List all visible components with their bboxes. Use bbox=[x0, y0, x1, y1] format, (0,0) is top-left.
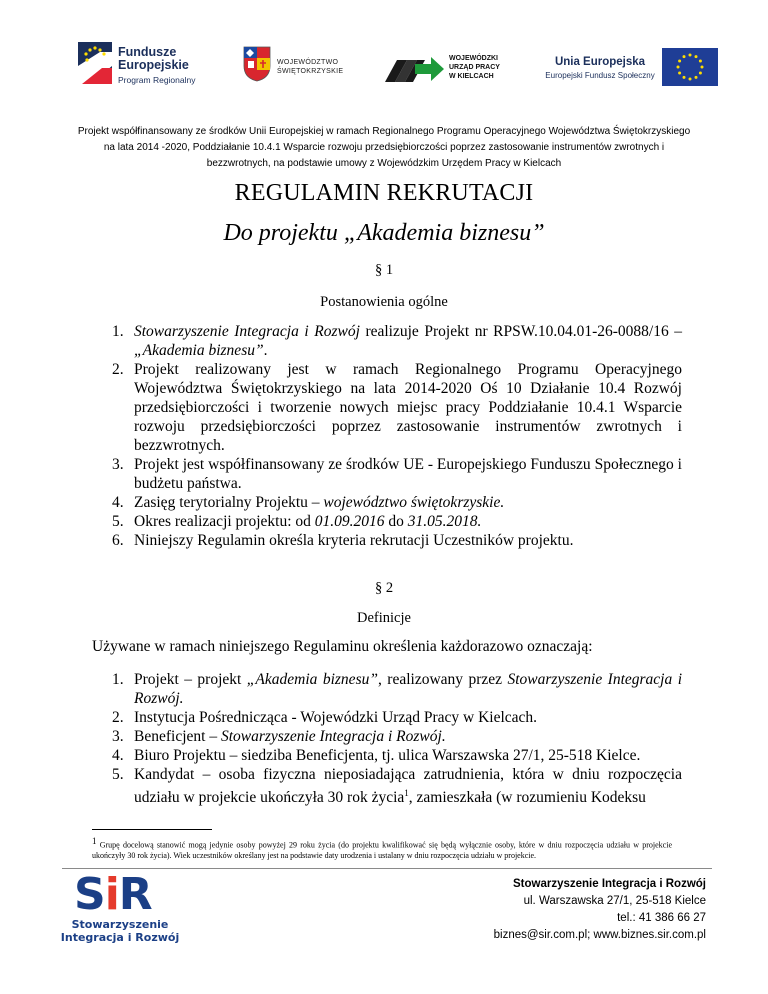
list-item: 2. Instytucja Pośrednicząca - Wojewódzki Urząd Pracy w Kielcach. bbox=[112, 709, 538, 726]
footnote-separator bbox=[92, 829, 212, 830]
section2-intro: Używane w ramach niniejszego Regulaminu określenia każdorazowo oznaczają: bbox=[92, 638, 593, 655]
ue-line1: Unia Europejska bbox=[554, 56, 646, 68]
wojewodztwo-swietokrzyskie-logo bbox=[243, 46, 373, 86]
footnote-mark: 1 bbox=[92, 836, 97, 846]
list-item: 2. Projekt realizowany jest w ramach Regionalnego Programu Operacyjnego Województwa Świętokrzyskiego na lata 2014-2020 Oś 10 Działanie 10.4 Rozwój przedsiębiorczości i tworzenie nowych miejsc pracy Poddziałanie 10.4.1 Wsparcie rozwoju przedsiębiorczości poprzez zastosowanie instrumentów zwrotnych i bezzwrotnych. bbox=[112, 361, 682, 454]
section2-heading: Definicje bbox=[357, 610, 411, 626]
footnote bbox=[92, 836, 672, 861]
sir-line2: Integracja i Rozwój bbox=[60, 931, 180, 944]
sw-line1: WOJEWÓDZTWO bbox=[277, 59, 339, 66]
section2-list bbox=[112, 670, 682, 807]
swietokrzyskie-coat-of-arms-icon bbox=[243, 46, 271, 82]
wup-arrow-icon bbox=[383, 52, 445, 84]
fundusze-europejskie-logo bbox=[78, 40, 228, 90]
section2-number: § 2 bbox=[374, 580, 394, 596]
ue-line2: Europejski Fundusz Społeczny bbox=[545, 71, 655, 80]
cofinancing-line2: na lata 2014 -2020, Poddziałanie 10.4.1 Wsparcie rozwoju przedsiębiorczości poprzez zastosowanie instrumentów zwrotnych i bbox=[103, 142, 665, 153]
section1-number: § 1 bbox=[374, 262, 394, 278]
list-item: 1. Projekt – projekt „Akademia biznesu”, realizowany przez Stowarzyszenie Integracja i Rozwój. bbox=[112, 671, 682, 707]
list-item: 1. Stowarzyszenie Integracja i Rozwój realizuje Projekt nr RPSW.10.04.01-26-0088/16 – „Akademia biznesu”. bbox=[112, 323, 682, 359]
unia-europejska-logo bbox=[530, 44, 710, 88]
contact-name: Stowarzyszenie Integracja i Rozwój bbox=[513, 878, 706, 890]
list-item: 4. Biuro Projektu – siedziba Beneficjenta, tj. ulica Warszawska 27/1, 25-518 Kielce. bbox=[112, 747, 641, 764]
list-item: 4. Zasięg terytorialny Projektu – województwo świętokrzyskie. bbox=[112, 494, 505, 511]
sir-line1: Stowarzyszenie bbox=[71, 918, 169, 931]
footer-separator bbox=[62, 868, 712, 869]
sw-line2: ŚWIĘTOKRZYSKIE bbox=[277, 68, 344, 75]
fe-line2: Europejskie bbox=[118, 58, 189, 72]
footnote-text: Grupę docelową stanowić mogą jedynie osoby powyżej 29 roku życia (do projektu kwalifikować się będą wyłącznie osoby, które w dniu rozpoczęcia udziału w projekcie ukończyły 30 rok życia). Wiek uczestników określany jest na podstawie daty urodzenia i ustalany w dniu rozpoczęcia udziału w projekcie. bbox=[92, 840, 672, 860]
sir-logo bbox=[60, 870, 220, 956]
footer-contact bbox=[440, 876, 706, 944]
section1-list bbox=[112, 322, 682, 550]
fe-flag-icon bbox=[78, 42, 112, 84]
list-item: 5. Kandydat – osoba fizyczna nieposiadająca zatrudnienia, która w dniu rozpoczęcia udziału w projekcie ukończyła 30 rok życia$^1$, zamieszkała (w rozumieniu Kodeksu bbox=[112, 766, 682, 807]
sir-wordmark: SiR bbox=[74, 869, 152, 920]
cofinancing-note bbox=[55, 124, 713, 172]
contact-address: ul. Warszawska 27/1, 25-518 Kielce bbox=[523, 895, 706, 907]
wup-line3: W KIELCACH bbox=[449, 73, 494, 80]
contact-web[interactable]: biznes@sir.com.pl; www.biznes.sir.com.pl bbox=[493, 929, 706, 941]
list-item: 5. Okres realizacji projektu: od 01.09.2016 do 31.05.2018. bbox=[112, 513, 482, 530]
section1-heading: Postanowienia ogólne bbox=[320, 294, 448, 310]
list-item: 3. Beneficjent – Stowarzyszenie Integracja i Rozwój. bbox=[112, 728, 446, 745]
cofinancing-line3: bezzwrotnych, na podstawie umowy z Wojewódzkim Urzędem Pracy w Kielcach bbox=[206, 158, 562, 169]
cofinancing-line1: Projekt współfinansowany ze środków Unii Europejskiej w ramach Regionalnego Programu Operacyjnego Województwa Świętokrzyskiego bbox=[77, 126, 691, 137]
contact-phone: tel.: 41 386 66 27 bbox=[617, 912, 706, 924]
eu-flag-icon bbox=[662, 48, 718, 86]
list-item: 3. Projekt jest współfinansowany ze środków UE - Europejskiego Funduszu Społecznego i budżetu państwa. bbox=[112, 456, 682, 492]
fe-line3: Program Regionalny bbox=[118, 75, 196, 85]
document-title: REGULAMIN REKRUTACJI bbox=[234, 180, 534, 206]
document-subtitle: Do projektu „Akademia biznesu” bbox=[223, 220, 545, 246]
wup-kielce-logo bbox=[383, 50, 513, 90]
list-item: 6. Niniejszy Regulamin określa kryteria rekrutacji Uczestników projektu. bbox=[112, 532, 574, 549]
fe-line1: Fundusze bbox=[118, 45, 177, 59]
wup-line1: WOJEWÓDZKI bbox=[449, 55, 498, 62]
wup-line2: URZĄD PRACY bbox=[449, 64, 500, 71]
